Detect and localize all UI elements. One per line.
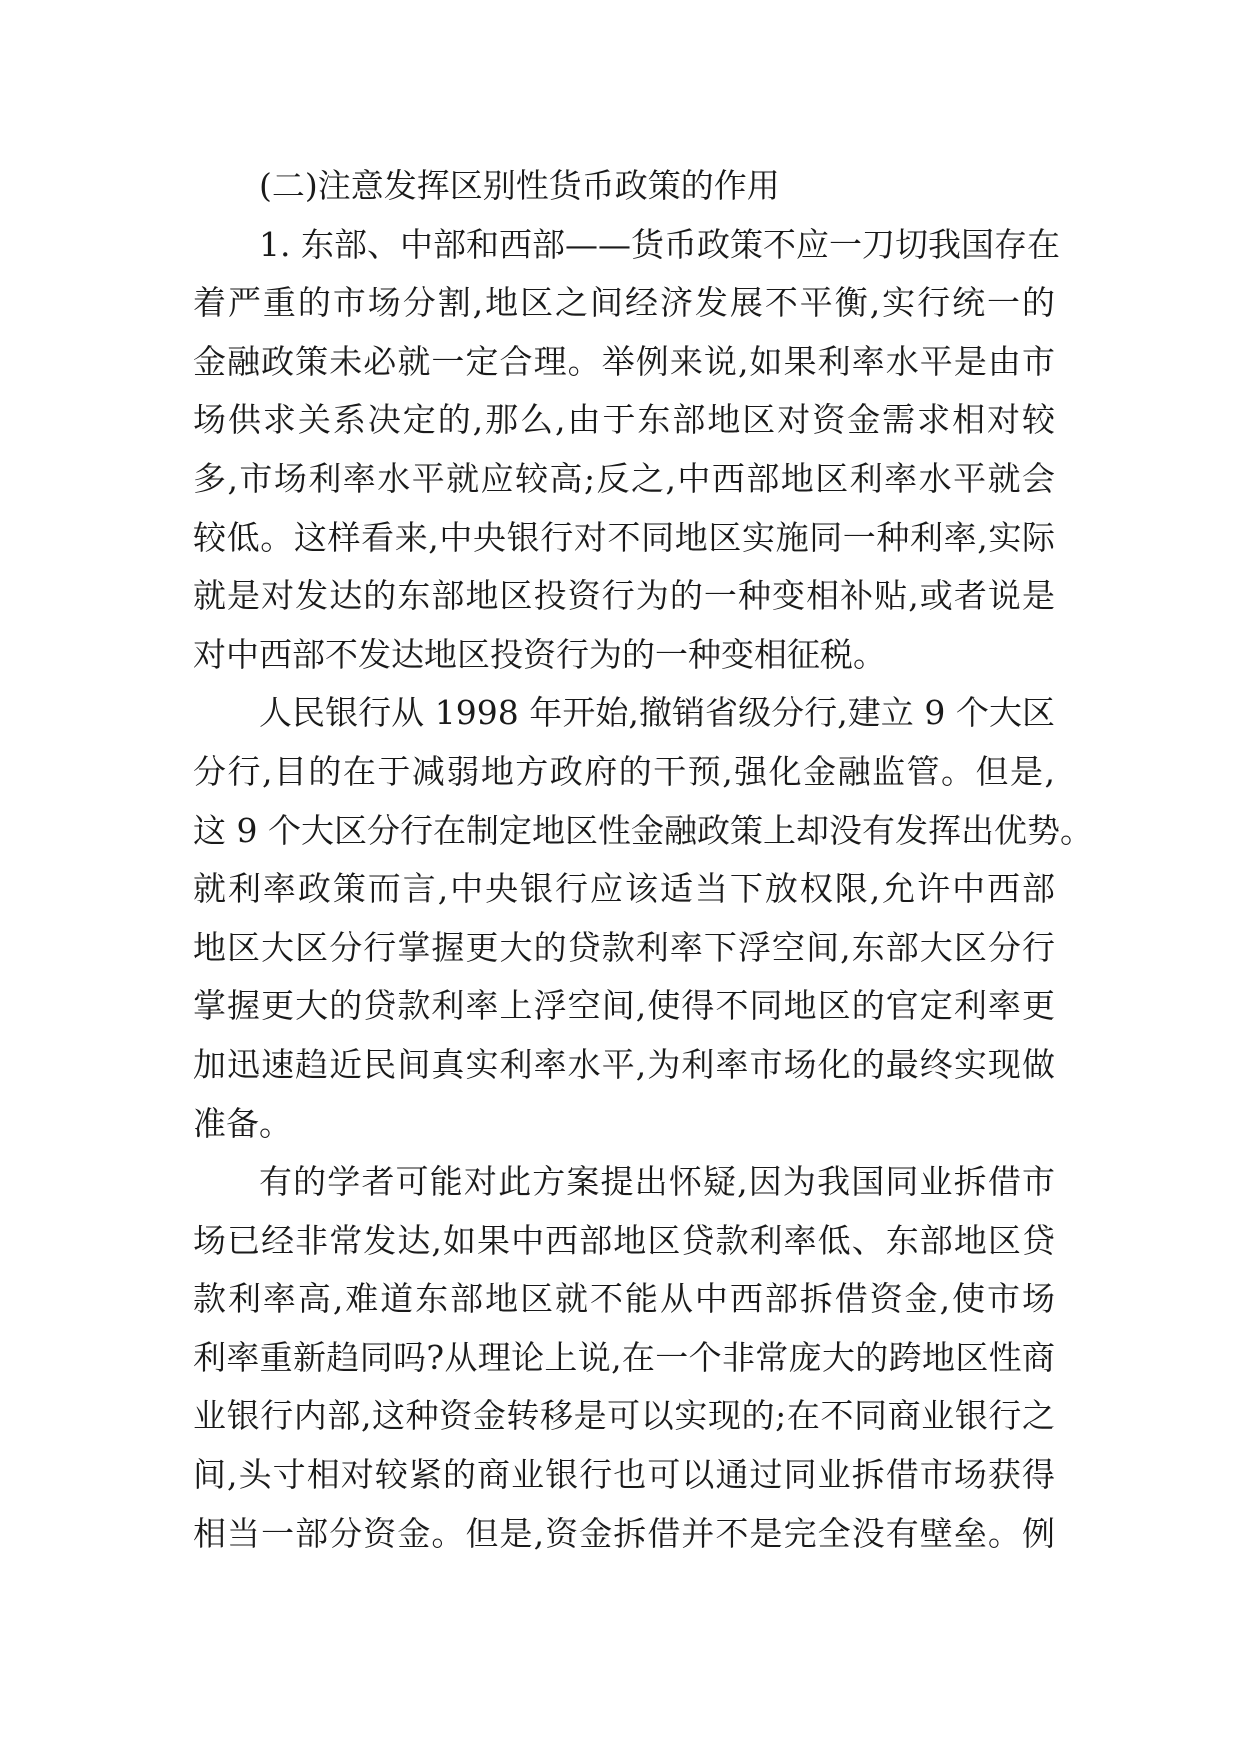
paragraph-3-line-7: 相当一部分资金。但是,资金拆借并不是完全没有壁垒。例 [193,1513,1055,1553]
paragraph-2-line-4: 就利率政策而言,中央银行应该适当下放权限,允许中西部 [193,869,1055,909]
paragraph-3-line-3: 款利率高,难道东部地区就不能从中西部拆借资金,使市场 [193,1279,1055,1319]
paragraph-3-line-6: 间,头寸相对较紧的商业银行也可以通过同业拆借市场获得 [193,1455,1055,1495]
paragraph-2-line-6: 掌握更大的贷款利率上浮空间,使得不同地区的官定利率更 [193,986,1055,1026]
section-heading: (二)注意发挥区别性货币政策的作用 [259,166,780,205]
paragraph-3-line-5: 业银行内部,这种资金转移是可以实现的;在不同商业银行之 [193,1396,1055,1436]
paragraph-1-line-8: 对中西部不发达地区投资行为的一种变相征税。 [193,634,886,674]
paragraph-1-line-4: 场供求关系决定的,那么,由于东部地区对资金需求相对较 [193,400,1055,440]
paragraph-1-line-6: 较低。这样看来,中央银行对不同地区实施同一种利率,实际 [193,517,1055,557]
paragraph-1-line-7: 就是对发达的东部地区投资行为的一种变相补贴,或者说是 [193,576,1055,616]
paragraph-2-line-7: 加迅速趋近民间真实利率水平,为利率市场化的最终实现做 [193,1044,1055,1084]
paragraph-2-line-5: 地区大区分行掌握更大的贷款利率下浮空间,东部大区分行 [193,927,1055,967]
paragraph-3-line-1: 有的学者可能对此方案提出怀疑,因为我国同业拆借市 [259,1162,1055,1202]
paragraph-2-line-3: 这 9 个大区分行在制定地区性金融政策上却没有发挥出优势。 [193,810,1093,850]
paragraph-1-line-3: 金融政策未必就一定合理。举例来说,如果利率水平是由市 [193,341,1055,381]
paragraph-1-line-5: 多,市场利率水平就应较高;反之,中西部地区利率水平就会 [193,458,1055,498]
paragraph-3-line-2: 场已经非常发达,如果中西部地区贷款利率低、东部地区贷 [193,1220,1055,1260]
paragraph-2-line-8: 准备。 [193,1103,292,1143]
paragraph-2-line-2: 分行,目的在于减弱地方政府的干预,强化金融监管。但是, [193,751,1055,791]
paragraph-3-line-4: 利率重新趋同吗?从理论上说,在一个非常庞大的跨地区性商 [193,1337,1055,1377]
body-text [193,157,1093,1563]
paragraph-1-line-1: 1. 东部、中部和西部——货币政策不应一刀切我国存在 [259,224,1060,264]
paragraph-2-line-1: 人民银行从 1998 年开始,撤销省级分行,建立 9 个大区 [259,693,1055,733]
paragraph-1-line-2: 着严重的市场分割,地区之间经济发展不平衡,实行统一的 [193,283,1055,323]
